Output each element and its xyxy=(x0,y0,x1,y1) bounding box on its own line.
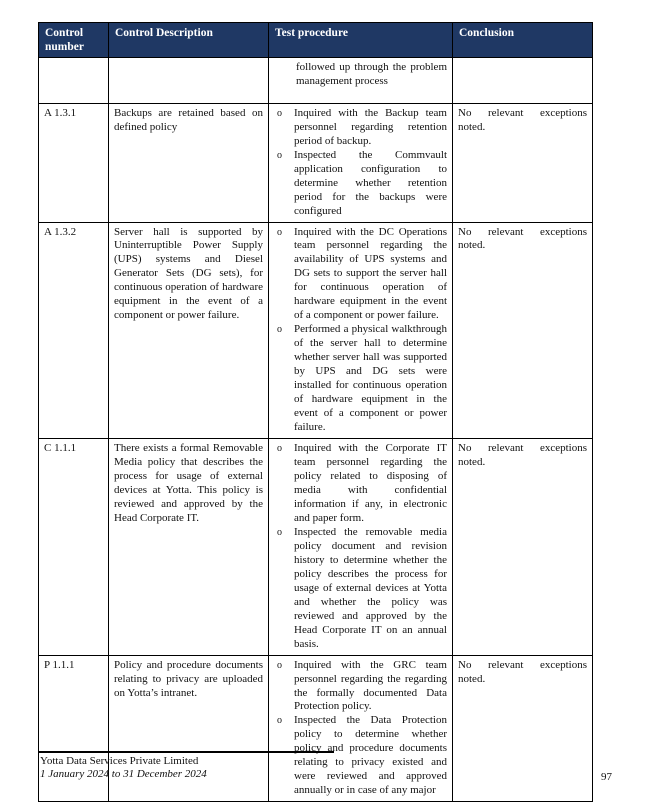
bullet-marker: o xyxy=(277,107,282,119)
bullet-marker: o xyxy=(277,659,282,671)
test-procedure-text: Performed a physical walkthrough of the server hall to determine whether server hall was supported by UPS and DG sets were installed for continuous operation of hardware equipment in the event of a component or power failure. xyxy=(294,323,447,434)
test-procedure-text: Inspected the Commvault application configuration to determine whether retention period for the backups were configured xyxy=(294,148,447,217)
control-description-cell: Policy and procedure documents relating to privacy are uploaded on Yotta’s intranet. xyxy=(109,655,269,802)
test-procedure-bullet xyxy=(274,226,447,324)
header-control-number: Control number xyxy=(39,23,109,58)
control-description-cell: Server hall is supported by Uninterruptible Power Supply (UPS) systems and Diesel Generator Sets (DG sets), for continuous operation of hardware equipment in the event of a component or power failure. xyxy=(109,222,269,439)
test-procedure-bullet xyxy=(274,442,447,526)
conclusion-cell: No relevant exceptions noted. xyxy=(453,103,593,222)
header-conclusion: Conclusion xyxy=(453,23,593,58)
bullet-marker: o xyxy=(277,149,282,161)
footer-report-period: 1 January 2024 to 31 December 2024 xyxy=(40,768,207,780)
test-procedure-bullet xyxy=(274,149,447,219)
bullet-marker: o xyxy=(277,715,282,727)
test-procedure-text: Inquired with the GRC team personnel regarding the regarding the formally documented Data Protection policy. xyxy=(294,658,447,713)
test-procedure-text: Inquired with the Backup team personnel regarding retention period of backup. xyxy=(294,106,447,147)
control-description-cell: There exists a formal Removable Media policy that describes the process for usage of external devices at Yotta. This policy is reviewed and approved by the Head Corporate IT. xyxy=(109,439,269,656)
test-procedure-text: Inquired with the Corporate IT team personnel regarding the policy related to disposing of media with confidential information if any, in electronic and paper form. xyxy=(294,442,447,524)
control-number-cell: A 1.3.1 xyxy=(39,103,109,222)
controls-audit-table xyxy=(38,22,593,802)
test-procedure-cell xyxy=(269,222,453,439)
test-procedure-cell xyxy=(269,57,453,103)
test-procedure-bullet xyxy=(274,107,447,149)
conclusion-cell: No relevant exceptions noted. xyxy=(453,655,593,802)
table-row xyxy=(39,103,593,222)
footer-divider xyxy=(38,751,334,753)
test-procedure-bullet xyxy=(274,323,447,435)
bullet-marker: o xyxy=(277,526,282,538)
header-test-procedure: Test procedure xyxy=(269,23,453,58)
control-number-cell: C 1.1.1 xyxy=(39,439,109,656)
test-procedure-cell xyxy=(269,439,453,656)
table-row xyxy=(39,57,593,103)
conclusion-cell: No relevant exceptions noted. xyxy=(453,222,593,439)
page-number: 97 xyxy=(601,771,612,783)
bullet-marker: o xyxy=(277,226,282,238)
test-procedure-bullet xyxy=(274,714,447,798)
control-number-cell: A 1.3.2 xyxy=(39,222,109,439)
header-control-description: Control Description xyxy=(109,23,269,58)
bullet-marker: o xyxy=(277,324,282,336)
table-header-row xyxy=(39,23,593,58)
conclusion-cell xyxy=(453,57,593,103)
control-number-cell xyxy=(39,57,109,103)
test-procedure-cell xyxy=(269,655,453,802)
test-procedure-text: Inspected the removable media policy document and revision history to determine whether the policy describes the process for usage of external devices at Yotta and whether the policy was reviewed and approved by the Head Corporate IT on an annual basis. xyxy=(294,525,447,650)
test-procedure-bullet xyxy=(274,526,447,652)
test-procedure-bullet xyxy=(274,659,447,715)
conclusion-cell: No relevant exceptions noted. xyxy=(453,439,593,656)
bullet-marker: o xyxy=(277,443,282,455)
test-procedure-continuation: followed up through the problem management process xyxy=(296,60,447,87)
control-description-cell: Backups are retained based on defined policy xyxy=(109,103,269,222)
test-procedure-text: Inquired with the DC Operations team personnel regarding the availability of UPS systems and DG sets to support the server hall for continuous operation of hardware equipment in the event of a component or power failure. xyxy=(294,225,447,322)
footer-company-name: Yotta Data Services Private Limited xyxy=(40,755,199,767)
table-row xyxy=(39,222,593,439)
control-number-cell: P 1.1.1 xyxy=(39,655,109,802)
control-description-cell xyxy=(109,57,269,103)
table-row xyxy=(39,439,593,656)
test-procedure-cell xyxy=(269,103,453,222)
test-procedure-text: Inspected the Data Protection policy to determine whether policy and procedure documents relating to privacy existed and were reviewed and approved annually or in case of any major xyxy=(294,714,447,797)
